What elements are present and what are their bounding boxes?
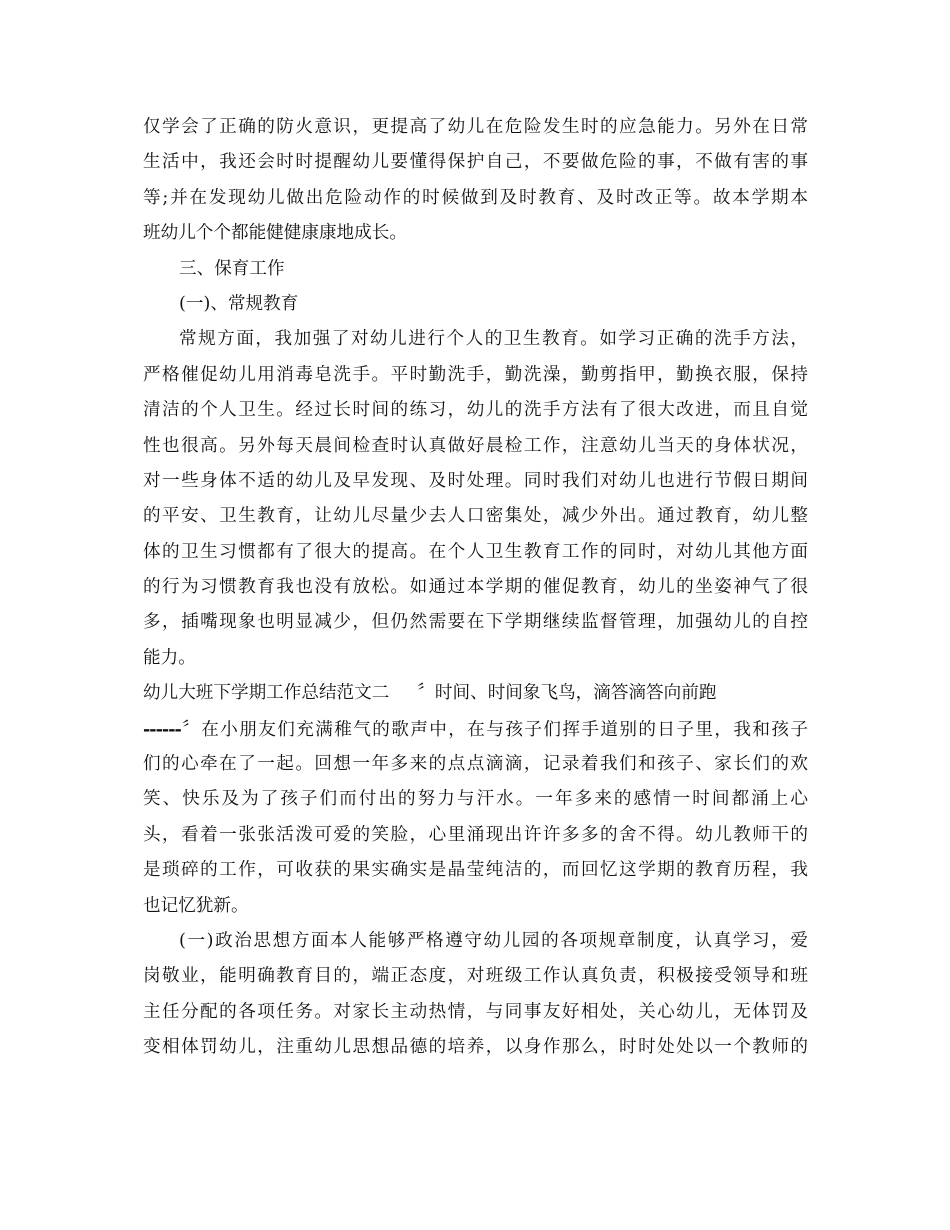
text-line-14: 的行为习惯教育我也没有放松。如通过本学期的催促教育，幼儿的坐姿神气了很 <box>143 577 808 598</box>
subsection-heading-1: (一)、常规教育 <box>179 293 299 314</box>
text-line-4: 班幼儿个个都能健健康康地成长。 <box>143 223 407 244</box>
text-line-15: 多，插嘴现象也明显减少，但仍然需要在下学期继续监督管理，加强幼儿的自控 <box>143 612 808 633</box>
section-heading-3: 三、保育工作 <box>179 258 285 279</box>
text-line-19: 们的心牵在了一起。回想一年多来的点点滴滴，记录着我们和孩子、家长们的欢 <box>143 754 808 775</box>
text-line-8: 严格催促幼儿用消毒皂洗手。平时勤洗手，勤洗澡，勤剪指甲，勤换衣服，保持 <box>143 364 808 385</box>
text-line-11: 对一些身体不适的幼儿及早发现、及时处理。同时我们对幼儿也进行节假日期间 <box>143 470 808 491</box>
text-line-2: 生活中，我还会时时提醒幼儿要懂得保护自己，不要做危险的事，不做有害的事 <box>143 152 808 173</box>
text-line-16: 能力。 <box>143 647 196 668</box>
text-line-25: 岗敬业，能明确教育目的，端正态度，对班级工作认真负责，积极接受领导和班 <box>143 966 808 987</box>
text-line-18-body: 〞在小朋友们充满稚气的歌声中，在与孩子们挥手道别的日子里，我和孩子 <box>180 719 808 740</box>
text-line-22: 是琐碎的工作，可收获的果实确实是晶莹纯洁的，而回忆这学期的教育历程，我 <box>143 860 808 881</box>
text-line-20: 笑、快乐及为了孩子们而付出的努力与汗水。一年多来的感情一时间都涌上心 <box>143 789 808 810</box>
text-line-1: 仅学会了正确的防火意识，更提高了幼儿在危险发生时的应急能力。另外在日常 <box>143 117 808 137</box>
text-line-7: 常规方面，我加强了对幼儿进行个人的卫生教育。如学习正确的洗手方法， <box>179 329 808 350</box>
text-line-12: 的平安、卫生教育，让幼儿尽量少去人口密集处，减少外出。通过教育，幼儿整 <box>143 506 808 527</box>
article-title-line <box>143 676 808 711</box>
text-line-18 <box>143 712 808 747</box>
text-line-27: 变相体罚幼儿，注重幼儿思想品德的培养，以身作那么，时时处处以一个教师的 <box>143 1037 808 1058</box>
article-title: 幼儿大班下学期工作总结范文二 <box>143 683 390 704</box>
text-line-3: 等;并在发现幼儿做出危险动作的时候做到及时教育、及时改正等。故本学期本 <box>143 187 808 208</box>
text-line-24: (一)政治思想方面本人能够严格遵守幼儿园的各项规章制度，认真学习，爱 <box>179 930 808 951</box>
text-line-23: 也记忆犹新。 <box>143 895 249 916</box>
title-gap <box>389 676 417 711</box>
document-body <box>143 110 808 1066</box>
text-line-9: 清洁的个人卫生。经过长时间的练习，幼儿的洗手方法有了很大改进，而且自觉 <box>143 400 808 421</box>
text-line-13: 体的卫生习惯都有了很大的提高。在个人卫生教育工作的同时，对幼儿其他方面 <box>143 541 808 562</box>
text-line-21: 头，看着一张张活泼可爱的笑脸，心里涌现出许许多多的舍不得。幼儿教师干的 <box>143 824 808 845</box>
opening-quote: 〞时间、时间象飞鸟，滴答滴答向前跑 <box>417 683 717 704</box>
text-line-26: 主任分配的各项任务。对家长主动热情，与同事友好相处，关心幼儿，无体罚及 <box>143 1001 808 1022</box>
dash-run: ------ <box>143 718 181 740</box>
text-line-10: 性也很高。另外每天晨间检查时认真做好晨检工作，注意幼儿当天的身体状况， <box>143 435 808 456</box>
